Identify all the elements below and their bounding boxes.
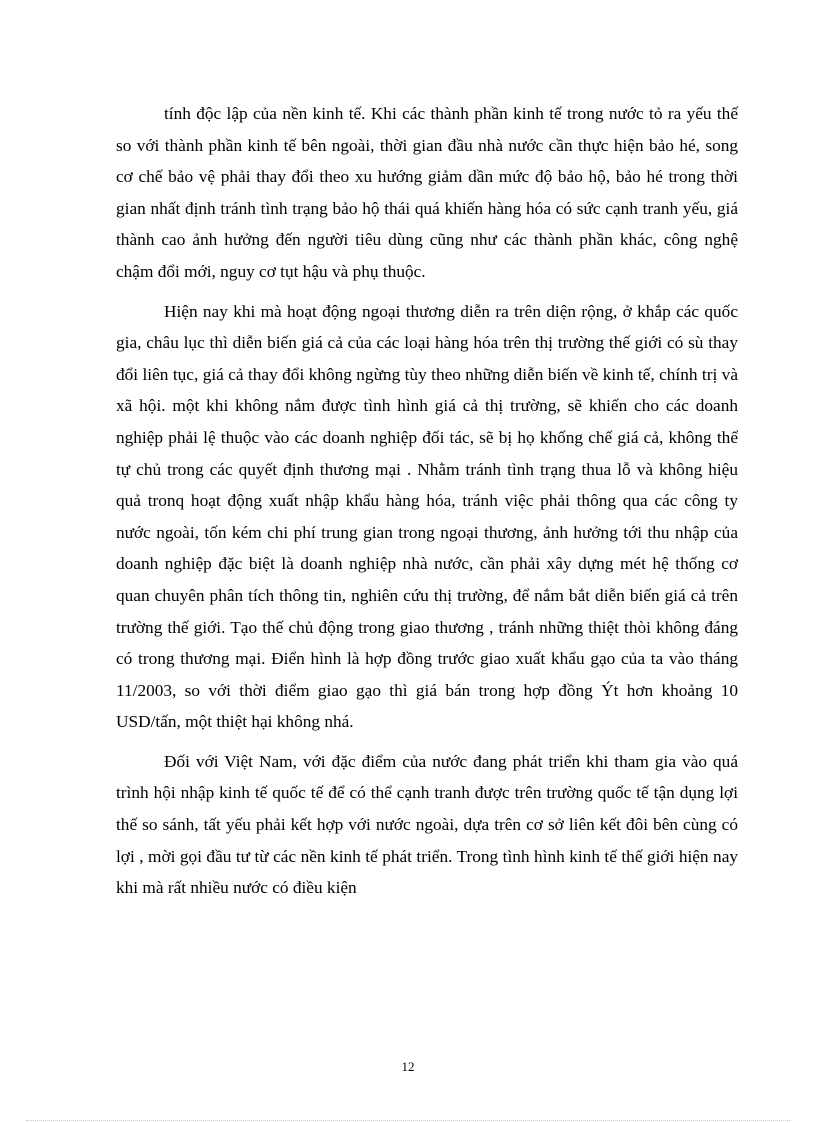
paragraph-2: Hiện nay khi mà hoạt động ngoại thương diễn ra trên diện rộng, ở khắp các quốc gia, châu lục thì diễn biến giá cả của các loại hàng hóa trên thị trường thế giới có sù thay đổi liên tục, giá cả thay đổi không ngừng tùy theo những diễn biến về kinh tế, chính trị và xã hội. một khi không nắm được tình hình giá cả thị trường, sẽ khiến cho các doanh nghiệp phải lệ thuộc vào các doanh nghiệp đối tác, sẽ bị họ khống chế giá cả, không thể tự chủ trong các quyết định thương mại . Nhằm tránh tình trạng thua lỗ và không hiệu quả tronq hoạt động xuất nhập khẩu hàng hóa, tránh việc phải thông qua các công ty nước ngoài, tốn kém chi phí trung gian trong ngoại thương, ảnh hưởng tới thu nhập của doanh nghiệp đặc biệt là doanh nghiệp nhà nước, cần phải xây dựng mét hệ thống cơ quan chuyên phân tích thông tin, nghiên cứu thị trường, để nắm bắt diễn biến giá cả trên trường thế giới. Tạo thế chủ động trong giao thương , tránh những thiệt thòi không đáng có trong thương mại. Điển hình là hợp đồng trước giao xuất khẩu gạo của ta vào tháng 11/2003, so với thời điểm giao gạo thì giá bán trong hợp đồng Ýt hơn khoảng 10 USD/tấn, một thiệt hại không nhá. — [116, 301, 738, 732]
paragraph-3: Đối với Việt Nam, với đặc điểm của nước đang phát triển khi tham gia vào quá trình hội nhập kinh tế quốc tế để có thể cạnh tranh được trên trường quốc tế tận dụng lợi thế so sánh, tất yếu phải kết hợp với nước ngoài, dựa trên cơ sở liên kết đôi bên cùng có lợi , mời gọi đầu tư từ các nền kinh tế phát triển. Trong tình hình kinh tế thế giới hiện nay khi mà rất nhiều nước có điều kiện — [116, 751, 738, 898]
page-number: 12 — [401, 1059, 415, 1074]
paragraph-1: tính độc lập của nền kinh tế. Khi các thành phần kinh tế trong nước tỏ ra yếu thế so với thành phần kinh tế bên ngoài, thời gian đầu nhà nước cần thực hiện bảo hé, song cơ chế bảo vệ phải thay đổi theo xu hướng giảm dần mức độ bảo hộ, bảo hé trong thời gian nhất định tránh tình trạng bảo hộ thái quá khiến hàng hóa có sức cạnh tranh yếu, giá thành cao ảnh hưởng đến người tiêu dùng cũng như các thành phần khác, công nghệ chậm đổi mới, nguy cơ tụt hậu và phụ thuộc. — [116, 104, 738, 281]
body-text — [116, 98, 738, 912]
page-edge-divider — [26, 1120, 790, 1121]
